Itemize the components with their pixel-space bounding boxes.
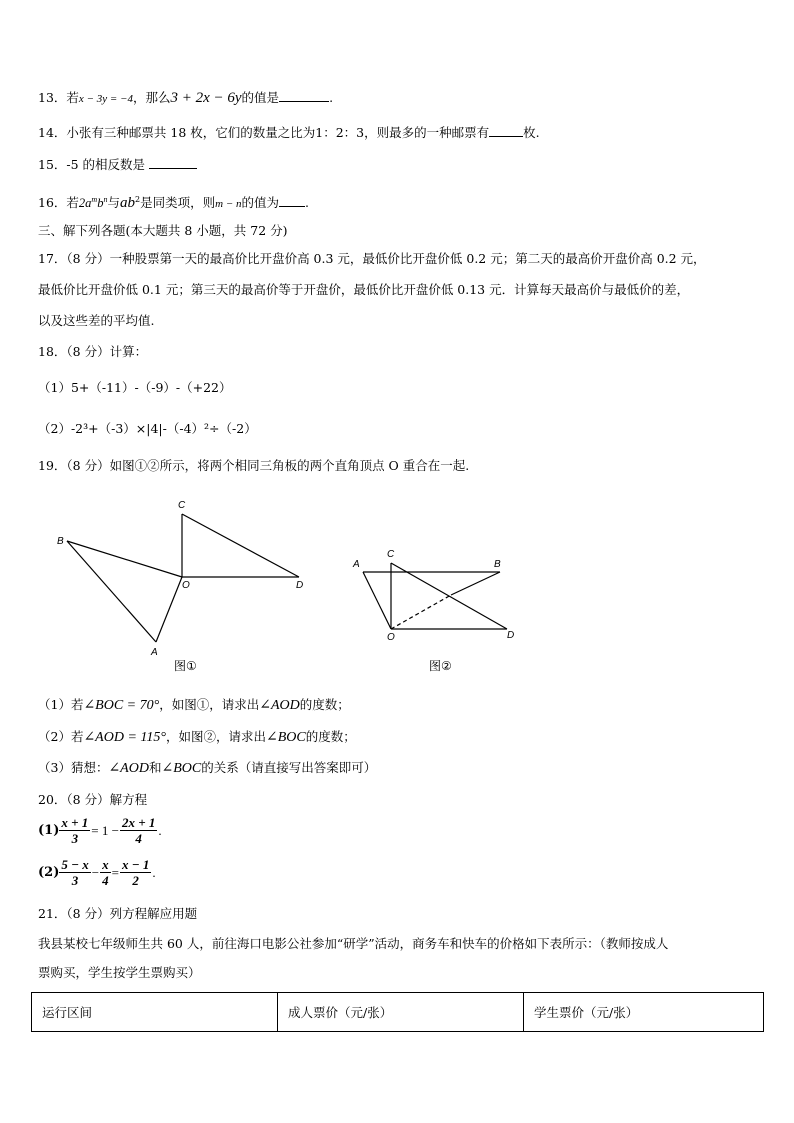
q20-e1-label: (1) (38, 823, 60, 838)
q19-heading: 19．（8 分）如图①②所示，将两个相同三角板的两个直角顶点 O 重合在一起. (38, 458, 470, 473)
q19-p3-text: （3）猜想： (38, 760, 109, 775)
q20-e2-equals: = (111, 864, 119, 880)
denominator: 3 (71, 873, 79, 888)
q19-p3-angle1: ∠AOD (108, 761, 149, 776)
q18-part2: （2）-2³+（-3）×|4|-（-4）²÷（-2） (38, 421, 257, 436)
q13-text-mid: ，那么 (132, 90, 171, 105)
q19-p1-target: ∠AOD (259, 698, 300, 713)
q16-expression: m − n (215, 198, 242, 211)
q20-e2-minus: − (91, 864, 100, 880)
q20-e2-label: (2) (38, 865, 60, 880)
denominator: 4 (102, 873, 109, 888)
figure-1 (50, 495, 320, 665)
q19-p1-text: （1）若 (38, 697, 84, 712)
q17-line2: 最低价比开盘价低 0.1 元；第三天的最高价等于开盘价，最低价比开盘价低 0.13 元．计算每天最高价与最低价的差， (38, 282, 690, 297)
numerator: x (102, 857, 109, 872)
numerator: 2x + 1 (121, 815, 156, 830)
numerator: x − 1 (121, 857, 150, 872)
fig1-label-d: D (296, 580, 304, 591)
q19-p1-text3: 的度数； (299, 697, 350, 712)
q16-text-post: 的值为 (241, 195, 279, 211)
q13-condition: x − 3y = −4 (78, 93, 133, 105)
fig1-label-o: O (182, 580, 190, 591)
q19-p2-text2: ，如图②，请求出 (165, 729, 266, 744)
q14-end: 枚. (523, 125, 540, 140)
numerator: x + 1 (61, 815, 89, 830)
q17-line3: 以及这些差的平均值. (38, 313, 155, 328)
q19-p3-angle2: ∠BOC (161, 761, 202, 776)
q19-part3 (38, 760, 376, 777)
q20-e2-frac2 (100, 857, 111, 888)
q20-e1-equals: = 1 − (91, 822, 119, 838)
question-13 (38, 90, 333, 107)
q13-text: 若 (66, 90, 79, 105)
question-15 (38, 157, 197, 173)
fig2-label-o: O (387, 632, 395, 643)
fig1-label-a: A (151, 647, 158, 658)
q20-e1-end: . (158, 822, 162, 838)
answer-blank[interactable] (279, 90, 329, 102)
q19-p1-text2: ，如图①，请求出 (159, 697, 260, 712)
q16-text-mid: 与 (107, 195, 120, 211)
q13-expression: 3 + 2x − 6y (170, 90, 242, 106)
fig1-caption: 图① (174, 659, 197, 673)
price-table (31, 992, 764, 1032)
q18-heading: 18．（8 分）计算： (38, 344, 148, 359)
answer-blank[interactable] (279, 195, 305, 207)
q13-end: . (329, 90, 334, 105)
numerator: 5 − x (61, 857, 89, 872)
figure-2 (345, 545, 535, 650)
q16-term2: ab (119, 195, 135, 212)
fig2-label-d: D (507, 630, 515, 641)
q19-p2-text: （2）若 (38, 729, 84, 744)
question-16 (38, 192, 309, 212)
q16-term1-b: b (97, 196, 104, 211)
q20-e2-frac1 (59, 857, 90, 888)
q16-text: 若 (66, 195, 79, 211)
q16-term1-exp: m (91, 195, 98, 204)
table-header-cell: 学生票价（元/张） (524, 993, 764, 1032)
q16-text-mid2: 是同类项，则 (140, 195, 216, 211)
q19-p2-given: ∠AOD = 115° (83, 730, 166, 745)
q19-p3-text2: 和 (148, 760, 162, 775)
q20-e1-frac2 (120, 815, 157, 846)
answer-blank[interactable] (489, 125, 523, 137)
table-header-cell: 成人票价（元/张） (278, 993, 524, 1032)
q13-number: 13． (38, 90, 67, 105)
q17-line1: 17．（8 分）一种股票第一天的最高价比开盘价高 0.3 元，最低价比开盘价低 0.2 元；第二天的最高价开盘价高 0.2 元， (38, 251, 706, 266)
fig2-caption: 图② (429, 659, 452, 673)
fig2-label-a: A (353, 559, 360, 570)
q20-e2-frac3 (120, 857, 151, 888)
denominator: 2 (132, 873, 139, 888)
q16-term2-exp: 2 (134, 195, 141, 204)
denominator: 3 (71, 831, 79, 846)
q16-term1: 2a (78, 196, 92, 211)
q19-p2-target: ∠BOC (265, 730, 306, 745)
q21-line2: 票购买，学生按学生票购买） (38, 965, 201, 980)
q19-part2 (38, 729, 356, 746)
q20-e2-end: . (152, 864, 156, 880)
q16-end: . (304, 195, 309, 211)
q16-term1-b-exp: n (103, 195, 108, 204)
fig1-label-c: C (178, 500, 186, 511)
q15-text: 15．-5 的相反数是 (38, 157, 146, 172)
fig2-label-b: B (494, 559, 501, 570)
question-14 (38, 125, 540, 141)
fig2-label-c: C (387, 549, 395, 560)
q19-p1-given: ∠BOC = 70° (83, 698, 160, 713)
q21-line1: 我县某校七年级师生共 60 人，前往海口电影公社参加“研学”活动，商务车和快车的价格如下表所示：（教师按成人 (38, 936, 669, 951)
fig1-label-b: B (57, 536, 64, 547)
q13-text-post: 的值是 (241, 90, 280, 105)
answer-blank[interactable] (149, 157, 197, 169)
section-heading: 三、解下列各题(本大题共 8 小题，共 72 分) (38, 223, 288, 238)
table-row (32, 993, 764, 1032)
q21-heading: 21．（8 分）列方程解应用题 (38, 906, 198, 921)
q16-number: 16． (38, 195, 67, 211)
table-header-cell: 运行区间 (32, 993, 278, 1032)
q20-e1-frac1 (59, 815, 90, 846)
q14-text: 14．小张有三种邮票共 18 枚，它们的数量之比为1：2：3，则最多的一种邮票有 (38, 125, 490, 140)
q20-heading: 20．（8 分）解方程 (38, 792, 148, 807)
q20-equation1 (38, 815, 163, 846)
q19-p2-text3: 的度数； (305, 729, 356, 744)
q18-part1: （1）5+（-11）-（-9）-（+22） (38, 380, 232, 395)
q19-p3-text3: 的关系（请直接写出答案即可） (201, 760, 377, 775)
q20-equation2 (38, 857, 157, 888)
denominator: 4 (135, 831, 142, 846)
q19-part1 (38, 697, 350, 714)
